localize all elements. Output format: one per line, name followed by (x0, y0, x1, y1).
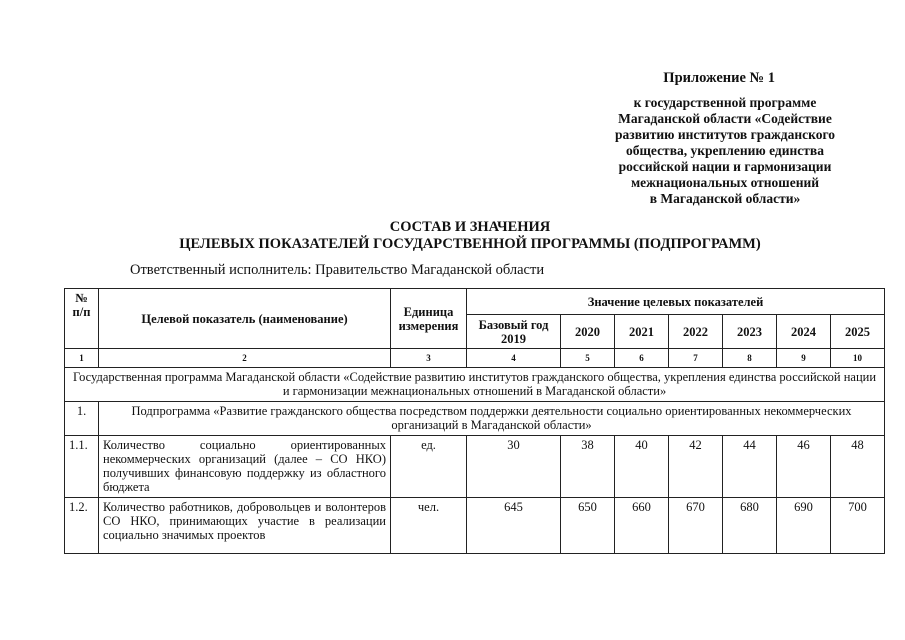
row-value: 30 (467, 436, 561, 498)
appendix-line: российской нации и гармонизации (618, 159, 832, 174)
header-year: 2024 (777, 315, 831, 349)
row-value: 48 (831, 436, 885, 498)
subprogram-title-cell: Подпрограмма «Развитие гражданского общества посредством поддержки деятельности социально ориентированных некоммерческих организаций в Магаданской области» (99, 402, 885, 436)
column-number: 4 (467, 349, 561, 368)
indicators-table (64, 288, 885, 554)
appendix-line: межнациональных отношений (630, 175, 820, 190)
row-value: 40 (615, 436, 669, 498)
title-line-2: ЦЕЛЕВЫХ ПОКАЗАТЕЛЕЙ ГОСУДАРСТВЕННОЙ ПРОГРАММЫ (ПОДПРОГРАММ) (179, 236, 761, 252)
appendix-line: Магаданской области «Содействие (618, 111, 832, 126)
header-year-base: Базовый год 2019 (467, 315, 561, 349)
column-number: 3 (391, 349, 467, 368)
subprogram-num: 1. (65, 402, 99, 436)
header-year: 2023 (723, 315, 777, 349)
column-number: 9 (777, 349, 831, 368)
row-value: 660 (615, 498, 669, 554)
appendix-line: в Магаданской области» (649, 191, 801, 206)
header-year: 2022 (669, 315, 723, 349)
row-value: 670 (669, 498, 723, 554)
header-year: 2020 (561, 315, 615, 349)
header-indicator: Целевой показатель (наименование) (99, 289, 391, 349)
header-values-group: Значение целевых показателей (467, 289, 885, 315)
header-unit: Единица измерения (391, 289, 467, 349)
row-value: 42 (669, 436, 723, 498)
row-value: 645 (467, 498, 561, 554)
appendix-number: Приложение № 1 (663, 70, 775, 86)
table-row (65, 498, 885, 554)
row-indicator-name: Количество социально ориентированных некоммерческих организаций (далее – СО НКО) получивших финансовую поддержку из областного бюджета (99, 436, 391, 498)
row-indicator-name: Количество работников, добровольцев и волонтеров СО НКО, принимающих участие в реализации социально значимых проектов (99, 498, 391, 554)
appendix-line: к государственной программе (633, 95, 817, 110)
row-value: 680 (723, 498, 777, 554)
column-number: 10 (831, 349, 885, 368)
title-line-1: СОСТАВ И ЗНАЧЕНИЯ (389, 219, 551, 235)
column-number: 1 (65, 349, 99, 368)
header-num: № п/п (65, 289, 99, 349)
column-number: 2 (99, 349, 391, 368)
row-value: 650 (561, 498, 615, 554)
appendix-line: развитию институтов гражданского (615, 127, 835, 142)
program-title-cell: Государственная программа Магаданской области «Содействие развитию институтов гражданского общества, укрепления единства российской нации и гармонизации межнациональных отношений в Магаданской области» (65, 368, 885, 402)
row-num: 1.1. (65, 436, 99, 498)
table-row (65, 436, 885, 498)
row-value: 38 (561, 436, 615, 498)
row-unit: ед. (391, 436, 467, 498)
header-row-1 (65, 289, 885, 315)
column-number: 6 (615, 349, 669, 368)
document-title (80, 219, 860, 253)
column-numbers-row (65, 349, 885, 368)
appendix-line: общества, укреплению единства (626, 143, 824, 158)
row-unit: чел. (391, 498, 467, 554)
column-number: 8 (723, 349, 777, 368)
header-year: 2025 (831, 315, 885, 349)
program-row (65, 368, 885, 402)
responsible-executor: Ответственный исполнитель: Правительство Магаданской области (130, 262, 545, 278)
subprogram-row (65, 402, 885, 436)
row-value: 700 (831, 498, 885, 554)
column-number: 5 (561, 349, 615, 368)
row-value: 46 (777, 436, 831, 498)
row-value: 44 (723, 436, 777, 498)
column-number: 7 (669, 349, 723, 368)
appendix-block (575, 70, 875, 207)
header-year: 2021 (615, 315, 669, 349)
row-num: 1.2. (65, 498, 99, 554)
row-value: 690 (777, 498, 831, 554)
